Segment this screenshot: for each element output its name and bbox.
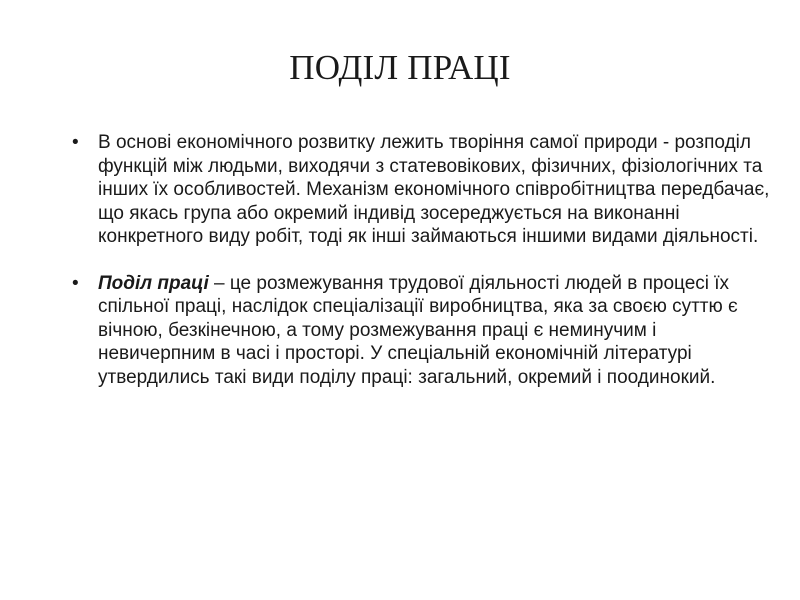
bullet-dot-icon: •: [72, 132, 79, 153]
bullet-dot-icon: •: [72, 272, 79, 294]
defined-term: Поділ праці: [98, 272, 209, 294]
slide-body: [70, 131, 770, 389]
bullet-item-division-of-labor: [70, 272, 770, 390]
slide-title: ПОДІЛ ПРАЦІ: [289, 48, 511, 87]
bullet-text: – це розмежування трудової діяльності людей в процесі їх спільної праці, наслідок спеціалізації виробництва, яка за своєю суттю є вічною, безкінечною, а тому розмежування праці є неминучим і невичерпним в часі і просторі. У спеціальній економічній літературі утвердились такі види поділу праці: загальний, окремий і поодинокий.: [98, 272, 738, 388]
bullet-text: В основі економічного розвитку лежить творіння самої природи - розподіл функцій між людьми, виходячи з статевовікових, фізичних, фізіологічних та інших їх особливостей. Механізм економічного співробітництва передбачає, що якась група або окремий індивід зосереджується на виконанні конкретного виду робіт, тоді як інші займаються іншими видами діяльності.: [98, 132, 770, 247]
bullet-item-economic-development: [70, 131, 770, 249]
